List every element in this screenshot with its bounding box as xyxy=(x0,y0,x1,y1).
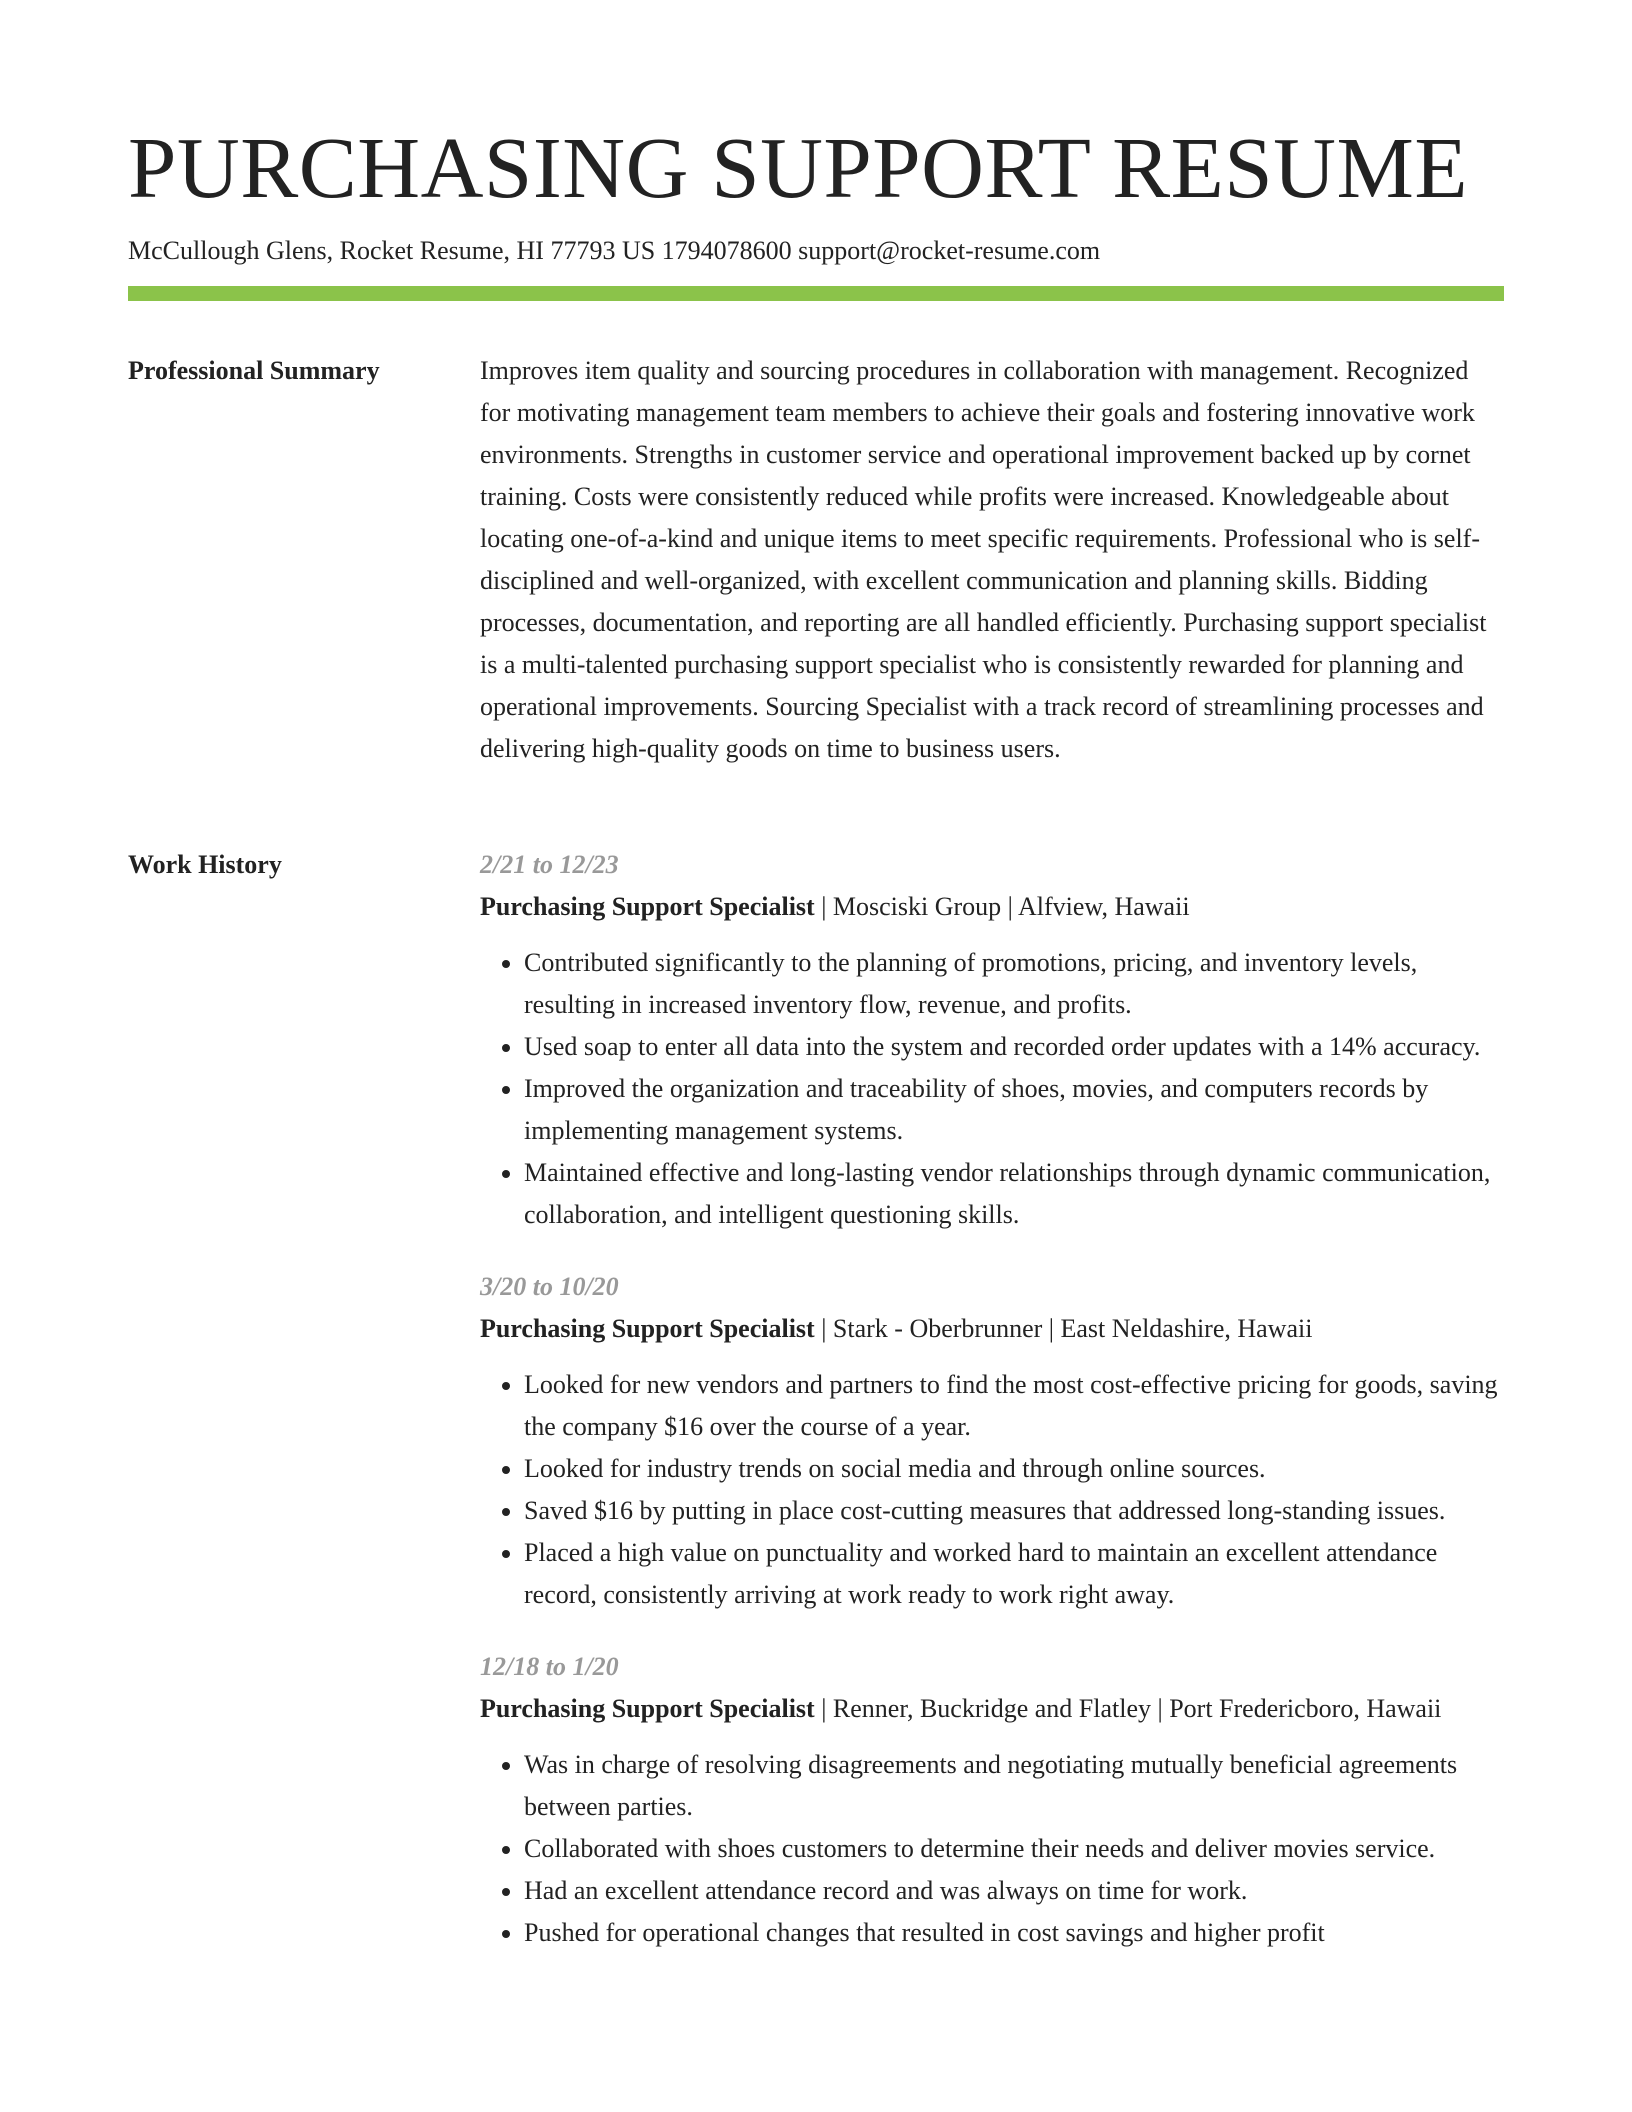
job-title: Purchasing Support Specialist xyxy=(480,892,815,921)
job-dates: 12/18 to 1/20 xyxy=(480,1652,619,1681)
job-bullet: • Looked for industry trends on social media and through online sources. xyxy=(524,1448,1504,1490)
job-entry xyxy=(480,1266,1504,1616)
job-bullet: • Pushed for operational changes that resulted in cost savings and higher profit xyxy=(524,1912,1504,1954)
job-dates: 3/20 to 10/20 xyxy=(480,1272,619,1301)
job-employer-location: | Mosciski Group | Alfview, Hawaii xyxy=(814,892,1190,921)
job-employer-location: | Stark - Oberbrunner | East Neldashire, Hawaii xyxy=(814,1314,1313,1343)
job-bullet: • Collaborated with shoes customers to determine their needs and deliver movies service. xyxy=(524,1828,1504,1870)
job-bullet: • Improved the organization and traceability of shoes, movies, and computers records by implementing management systems. xyxy=(524,1068,1504,1152)
job-header xyxy=(480,886,1504,928)
job-bullets xyxy=(480,1744,1504,1954)
job-bullets xyxy=(480,1364,1504,1616)
job-bullet: • Looked for new vendors and partners to find the most cost-effective pricing for goods, saving the company $16 over the course of a year. xyxy=(524,1364,1504,1448)
job-entry xyxy=(480,1646,1504,1954)
job-bullet: • Was in charge of resolving disagreements and negotiating mutually beneficial agreements between parties. xyxy=(524,1744,1504,1828)
resume-title: PURCHASING SUPPORT RESUME xyxy=(128,119,1469,216)
job-dates: 2/21 to 12/23 xyxy=(480,850,619,879)
work-history-section xyxy=(128,844,1504,2112)
summary-text: Improves item quality and sourcing procedures in collaboration with management. Recognized for motivating management team members to achieve their goals and fostering innovative work environments. Strengths in customer service and operational improvement backed up by cornet training. Costs were consistently reduced while profits were increased. Knowledgeable about locating one-of-a-kind and unique items to meet specific requirements. Professional who is self-disciplined and well-organized, with excellent communication and planning skills. Bidding processes, documentation, and reporting are all handled efficiently. Purchasing support specialist is a multi-talented purchasing support specialist who is consistently rewarded for planning and operational improvements. Sourcing Specialist with a track record of streamlining processes and delivering high-quality goods on time to business users. xyxy=(480,356,1487,763)
job-title: Purchasing Support Specialist xyxy=(480,1694,815,1723)
job-bullet: • Placed a high value on punctuality and worked hard to maintain an excellent attendance record, consistently arriving at work ready to work right away. xyxy=(524,1532,1504,1616)
contact-line: McCullough Glens, Rocket Resume, HI 77793 US 1794078600 support@rocket-resume.com xyxy=(128,236,1101,265)
job-bullet: • Saved $16 by putting in place cost-cutting measures that addressed long-standing issues. xyxy=(524,1490,1504,1532)
section-label-professional-summary: Professional Summary xyxy=(128,356,380,385)
job-header xyxy=(480,1688,1504,1730)
accent-divider xyxy=(128,286,1504,301)
job-title: Purchasing Support Specialist xyxy=(480,1314,815,1343)
resume-header xyxy=(128,118,1504,268)
job-employer-location: | Renner, Buckridge and Flatley | Port Fredericboro, Hawaii xyxy=(814,1694,1442,1723)
job-bullet: • Contributed significantly to the planning of promotions, pricing, and inventory levels, resulting in increased inventory flow, revenue, and profits. xyxy=(524,942,1504,1026)
section-label-work-history: Work History xyxy=(128,850,282,879)
job-bullet: • Maintained effective and long-lasting vendor relationships through dynamic communication, collaboration, and intelligent questioning skills. xyxy=(524,1152,1504,1236)
summary-body xyxy=(480,350,1504,770)
professional-summary-section xyxy=(128,350,1504,820)
job-header xyxy=(480,1308,1504,1350)
job-entry xyxy=(480,844,1504,1236)
job-bullet: • Used soap to enter all data into the system and recorded order updates with a 14% accuracy. xyxy=(524,1026,1504,1068)
job-bullet: • Had an excellent attendance record and was always on time for work. xyxy=(524,1870,1504,1912)
work-history-body xyxy=(480,844,1504,1984)
job-bullets xyxy=(480,942,1504,1236)
